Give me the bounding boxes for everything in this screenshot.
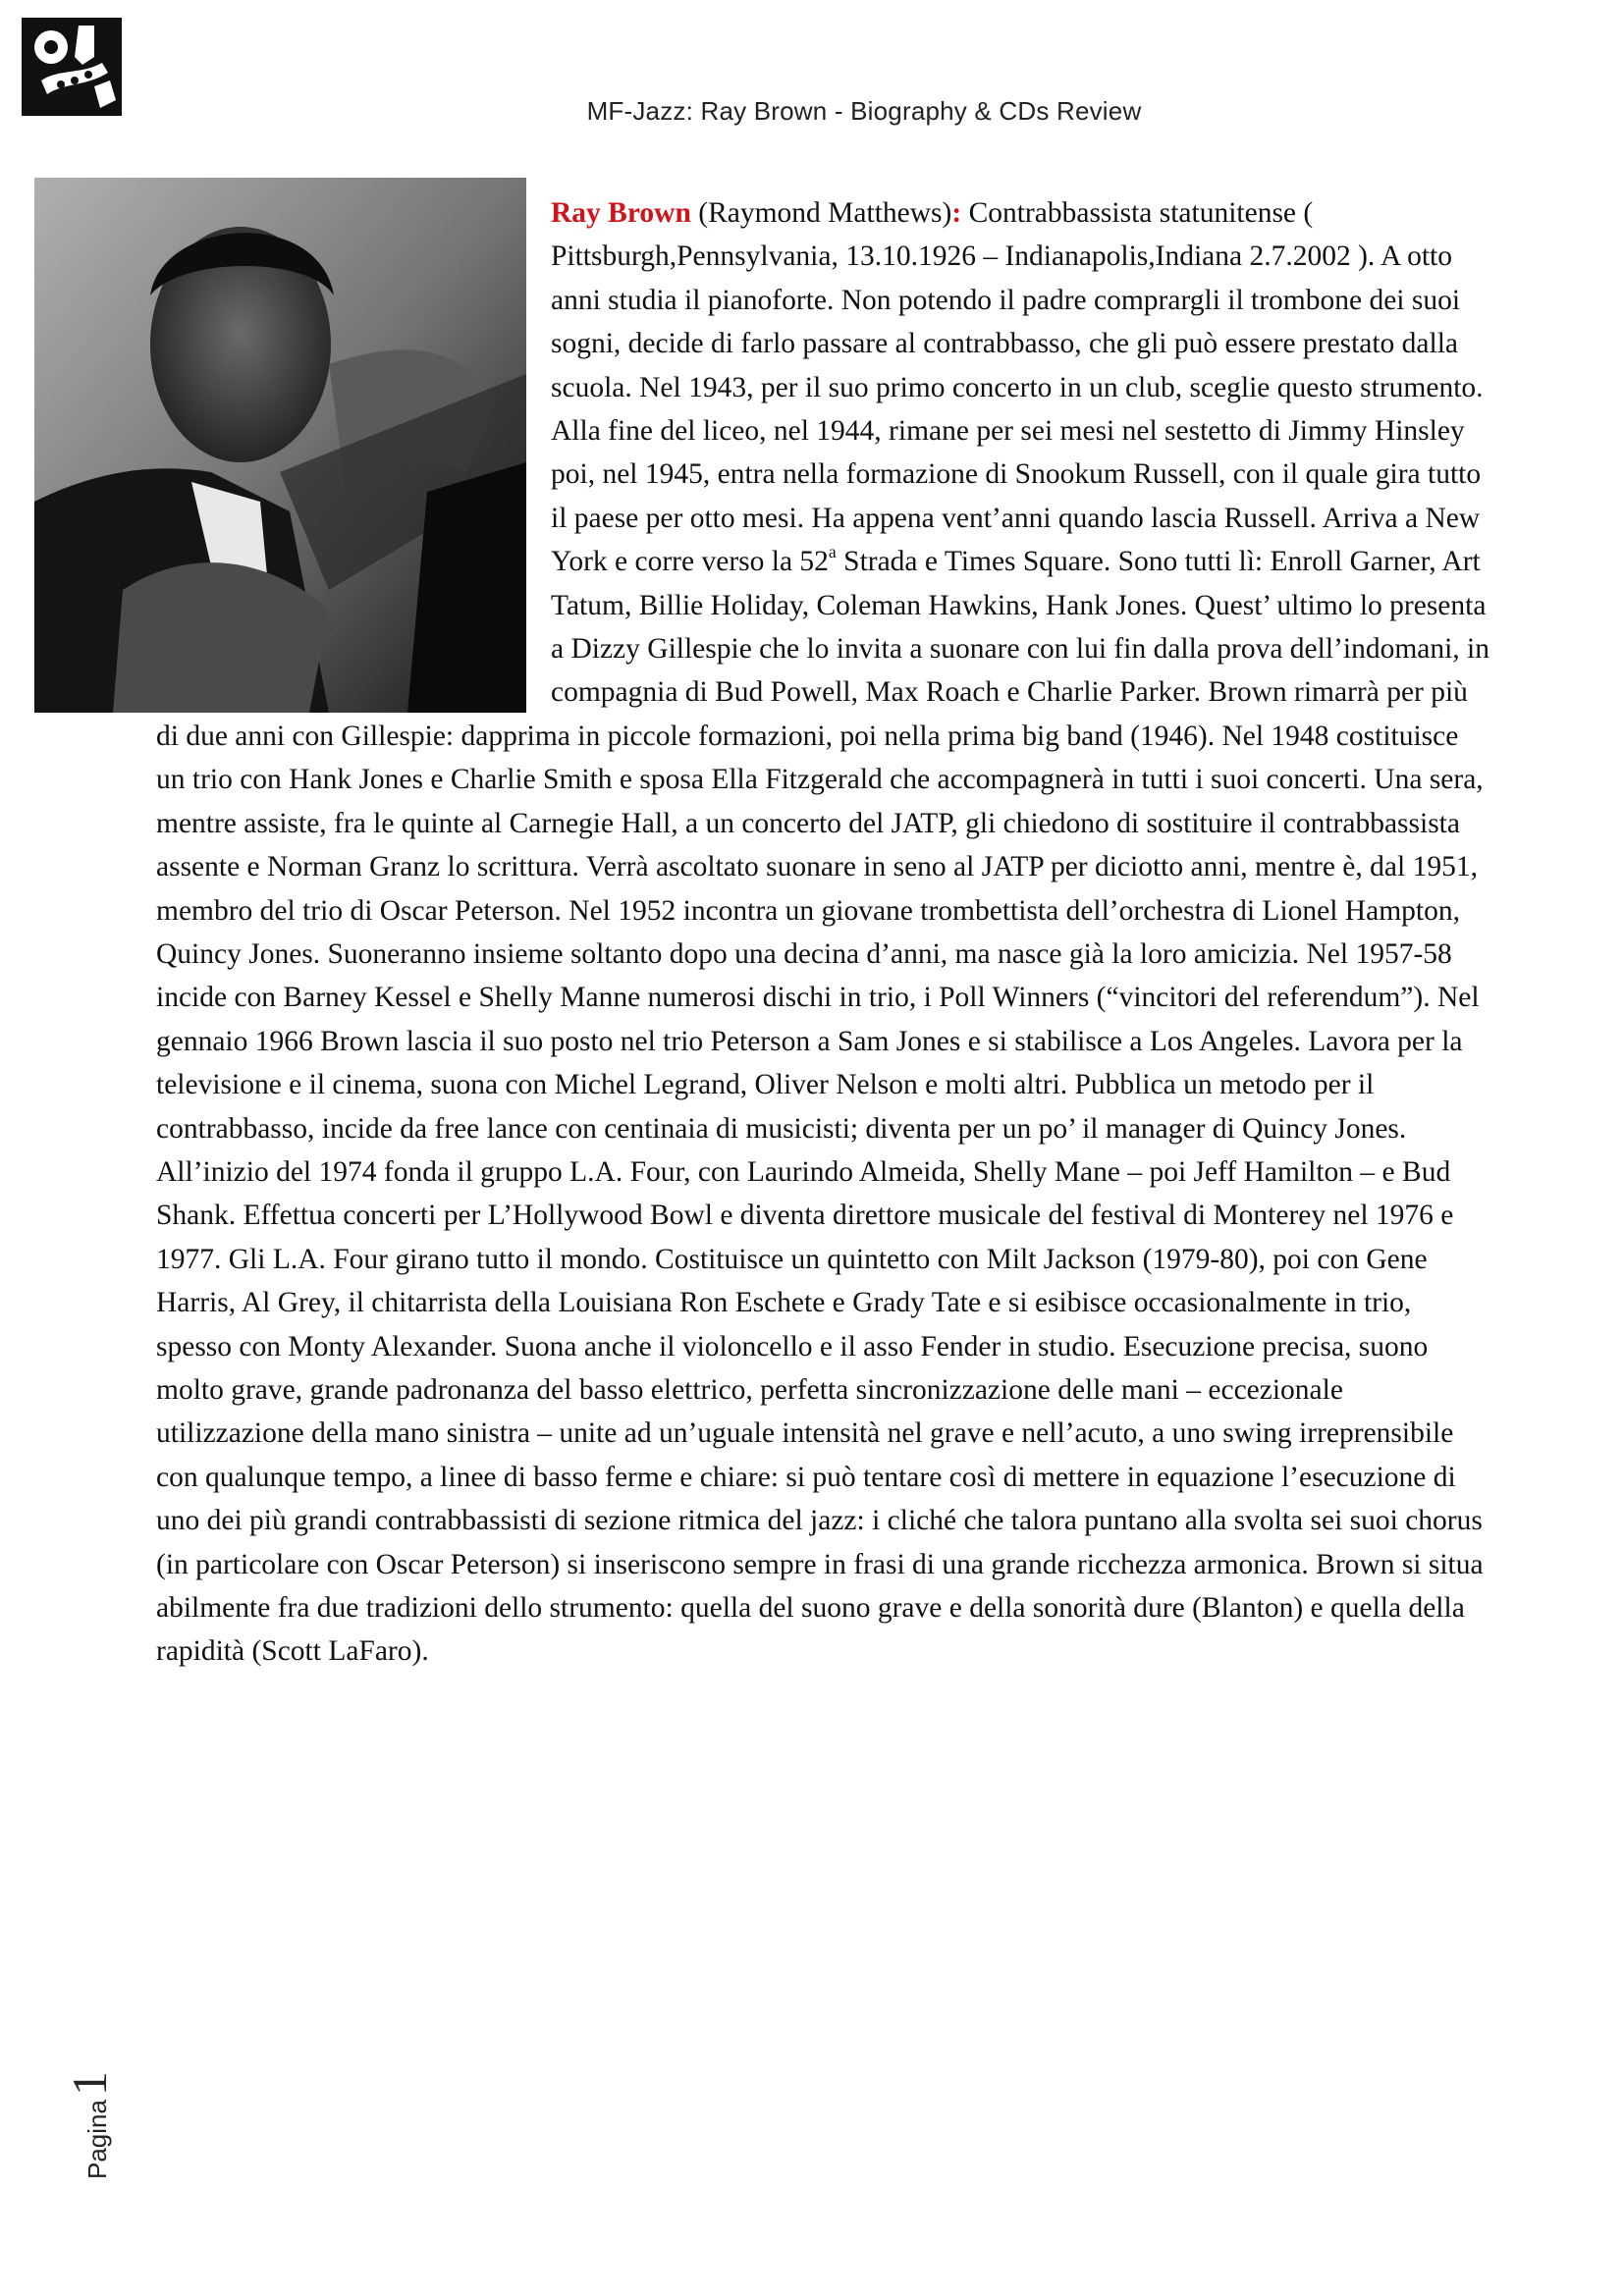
page-footer-rotated	[61, 2042, 117, 2179]
artist-name: Ray Brown	[551, 197, 691, 229]
artist-real-name: (Raymond Matthews)	[690, 197, 952, 229]
header-title: MF-Jazz: Ray Brown - Biography & CDs Review	[586, 96, 1142, 126]
page-label: Pagina	[82, 2100, 112, 2179]
ordinal-superscript: a	[828, 542, 837, 562]
photo-wrap-spacer	[156, 191, 551, 702]
biography-text	[156, 191, 1491, 1674]
page-footer	[61, 2042, 117, 2179]
name-colon: :	[951, 197, 962, 229]
page-header	[0, 96, 1624, 127]
page-number: 1	[62, 2071, 117, 2097]
biography-part-1: Contrabbassista statunitense ( Pittsburgh,Pennsylvania, 13.10.1926 – Indianapolis,Indiana 2.7.2002 ). A otto anni studia il pianoforte. Non potendo il padre comprargli il trombone dei suoi sogni, decide di farlo passare al contrabbasso, che gli può essere prestato dalla scuola. Nel 1943, per il suo primo concerto in un club, sceglie questo strumento. Alla fine del liceo, nel 1944, rimane per sei mesi nel sestetto di Jimmy Hinsley poi, nel 1945, entra nella formazione di Snookum Russell, con il quale gira tutto il paese per otto mesi. Ha appena vent’anni quando lascia Russell. Arriva a New York e corre verso la 52	[551, 197, 1484, 578]
biography-part-2: Strada e Times Square. Sono tutti lì: Enroll Garner, Art Tatum, Billie Holiday, Coleman Hawkins, Hank Jones. Quest’ ultimo lo presenta a Dizzy Gillespie che lo invita a suonare con lui fin dalla prova dell’indomani, in compagnia di Bud Powell, Max Roach e Charlie Parker. Brown rimarrà per più di due anni con Gillespie: dapprima in piccole formazioni, poi nella prima big band (1946). Nel 1948 costituisce un trio con Hank Jones e Charlie Smith e sposa Ella Fitzgerald che accompagnerà in tutti i suoi concerti. Una sera, mentre assiste, fra le quinte al Carnegie Hall, a un concerto del JATP, gli chiedono di sostituire il contrabbassista assente e Norman Granz lo scrittura. Verrà ascoltato suonare in seno al JATP per diciotto anni, mentre è, dal 1951, membro del trio di Oscar Peterson. Nel 1952 incontra un giovane trombettista dell’orchestra di Lionel Hampton, Quincy Jones. Suoneranno insieme soltanto dopo una decina d’anni, ma nasce già la loro amicizia. Nel 1957-58 incide con Barney Kessel e Shelly Manne numerosi dischi in trio, i Poll Winners (“vincitori del referendum”). Nel gennaio 1966 Brown lascia il suo posto nel trio Peterson a Sam Jones e si stabilisce a Los Angeles. Lavora per la televisione e il cinema, suona con Michel Legrand, Oliver Nelson e molti altri. Pubblica un metodo per il contrabbasso, incide da free lance con centinaia di musicisti; diventa per un po’ il manager di Quincy Jones. All’inizio del 1974 fonda il gruppo L.A. Four, con Laurindo Almeida, Shelly Mane – poi Jeff Hamilton – e Bud Shank. Effettua concerti per L’Hollywood Bowl e diventa direttore musicale del festival di Monterey nel 1976 e 1977. Gli L.A. Four girano tutto il mondo. Costituisce un quintetto con Milt Jackson (1979-80), poi con Gene Harris, Al Grey, il chitarrista della Louisiana Ron Eschete e Grady Tate e si esibisce occasionalmente in trio, spesso con Monty Alexander. Suona anche il violoncello e il asso Fender in studio. Esecuzione precisa, suono molto grave, grande padronanza del basso elettrico, perfetta sincronizzazione delle mani – eccezionale utilizzazione della mano sinistra – unite ad un’uguale intensità nel grave e nell’acuto, a uno swing irreprensibile con qualunque tempo, a linee di basso ferme e chiare: si può tentare così di mettere in equazione l’esecuzione di uno dei più grandi contrabbassisti di sezione ritmica del jazz: i cliché che talora puntano alla svolta sei suoi chorus (in particolare con Oscar Peterson) si inseriscono sempre in frasi di una grande ricchezza armonica. Brown si situa abilmente fra due tradizioni dello strumento: quella del suono grave e della sonorità dure (Blanton) e quella della rapidità (Scott LaFaro).	[156, 546, 1489, 1668]
